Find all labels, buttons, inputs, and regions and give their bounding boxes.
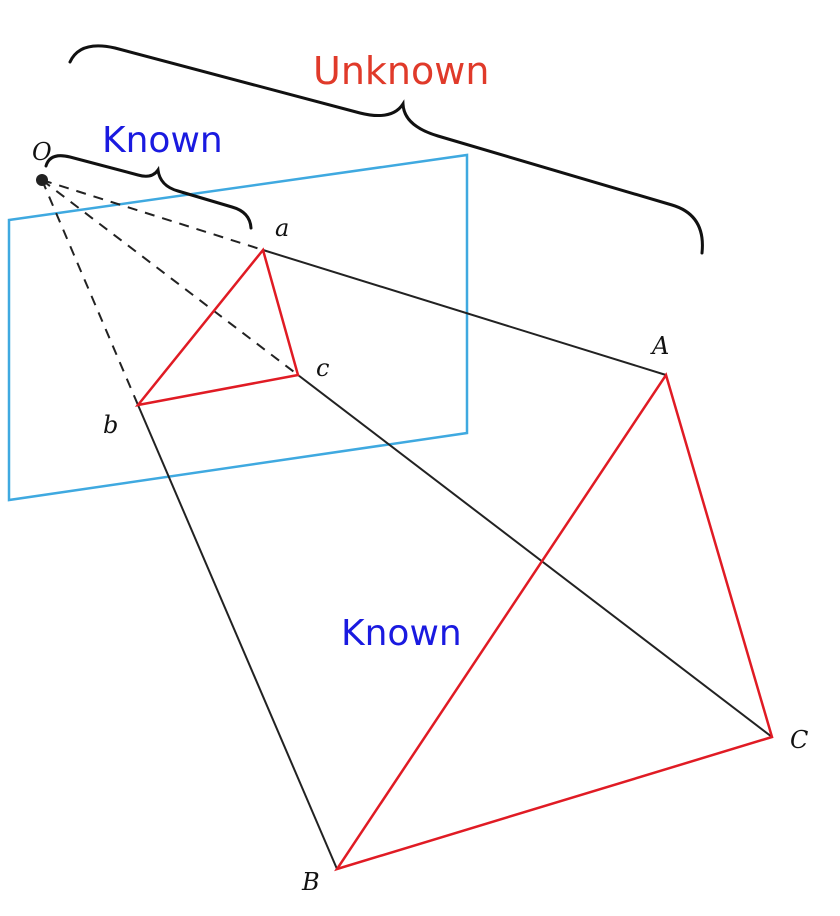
label-B: B bbox=[302, 868, 320, 896]
ray-O-c-dashed bbox=[42, 180, 298, 375]
ray-b-B bbox=[138, 405, 337, 869]
ray-O-a-dashed bbox=[42, 180, 263, 250]
ray-O-b-dashed bbox=[42, 180, 138, 405]
label-unknown: Unknown bbox=[313, 49, 490, 93]
camera-center-dot bbox=[36, 174, 48, 186]
label-O: O bbox=[32, 138, 52, 166]
label-known-center: Known bbox=[341, 613, 462, 654]
label-A: A bbox=[652, 332, 670, 360]
label-a: a bbox=[275, 214, 290, 242]
label-known-top: Known bbox=[102, 120, 223, 161]
image-triangle-abc bbox=[138, 250, 298, 405]
label-c: c bbox=[316, 354, 330, 382]
label-b: b bbox=[103, 411, 119, 439]
label-C: C bbox=[790, 726, 809, 754]
ray-c-C bbox=[298, 375, 772, 737]
